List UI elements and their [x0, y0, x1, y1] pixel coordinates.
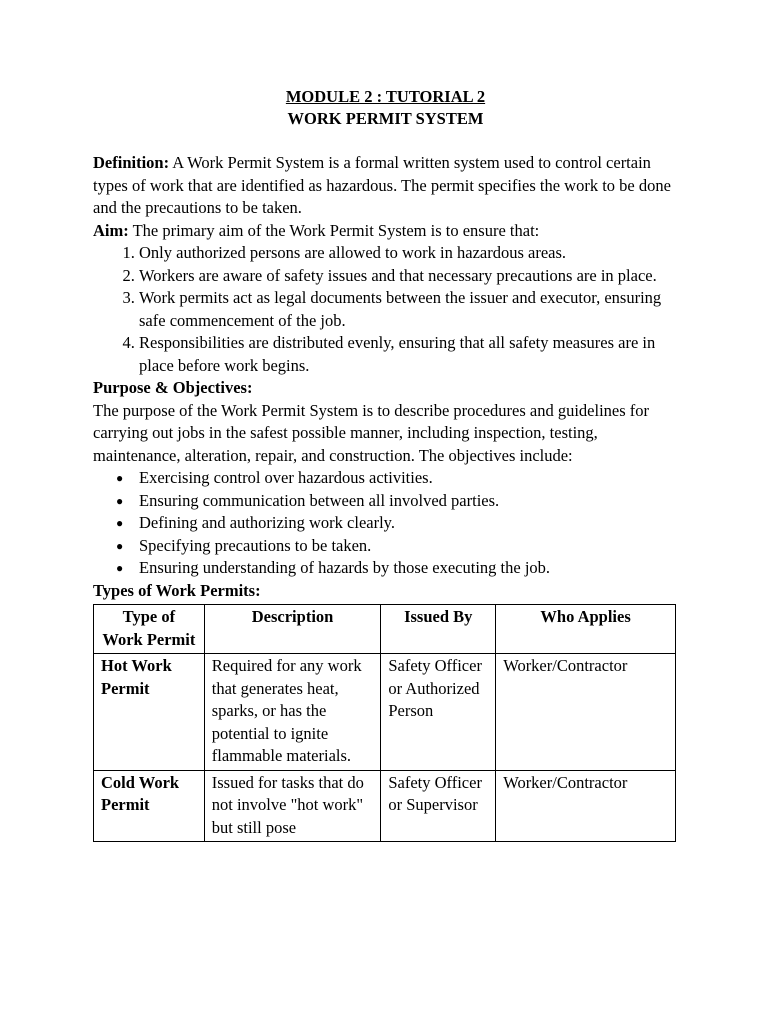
definition-text: A Work Permit System is a formal written system used to control certain types of work that are identified as hazardous. The permit specifies the work to be done and the precautions to be taken. — [93, 153, 671, 217]
table-header-row — [94, 605, 676, 654]
table-row — [94, 654, 676, 771]
page-title: WORK PERMIT SYSTEM — [287, 109, 484, 128]
aim-list — [93, 242, 678, 377]
purpose-paragraph: The purpose of the Work Permit System is to describe procedures and guidelines for carrying out jobs in the safest possible manner, including inspection, testing, maintenance, alteration, repair, and construction. The objectives include: — [93, 400, 650, 465]
purpose-heading: Purpose & Objectives: — [93, 378, 253, 397]
cell-type: Hot Work Permit — [94, 654, 205, 771]
objectives-list — [93, 467, 678, 580]
bullet-icon: ● — [116, 561, 124, 575]
aim-text: The primary aim of the Work Permit System is to ensure that: — [128, 220, 540, 240]
cell-issued-by: Safety Officer or Authorized Person — [381, 654, 496, 771]
list-item: 1. Only authorized persons are allowed to work in hazardous areas. — [139, 242, 678, 265]
definition-label: Definition: — [93, 153, 170, 172]
cell-who-applies: Worker/Contractor — [496, 770, 676, 842]
list-item: ● Specifying precautions to be taken. — [139, 535, 678, 558]
table-row — [94, 770, 676, 842]
list-item: ● Ensuring understanding of hazards by those executing the job. — [139, 557, 678, 580]
column-header-type: Type of Work Permit — [94, 605, 205, 654]
permit-types-table — [93, 604, 676, 842]
list-item: 2. Workers are aware of safety issues and that necessary precautions are in place. — [139, 265, 678, 288]
cell-description: Required for any work that generates heat, sparks, or has the potential to ignite flammable materials. — [204, 654, 381, 771]
bullet-icon: ● — [116, 538, 124, 553]
definition-paragraph — [93, 152, 678, 220]
bullet-icon: ● — [116, 516, 124, 530]
column-header-description: Description — [204, 605, 381, 654]
document-content — [93, 86, 678, 842]
list-item: ● Exercising control over hazardous activities. — [139, 467, 678, 490]
aim-label: Aim: — [93, 220, 129, 240]
cell-type: Cold Work Permit — [94, 770, 205, 842]
aim-paragraph — [93, 220, 678, 243]
types-heading: Types of Work Permits: — [93, 580, 261, 600]
list-item: ● Defining and authorizing work clearly. — [139, 512, 678, 535]
column-header-who-applies: Who Applies — [496, 605, 676, 654]
bullet-icon: ● — [116, 471, 124, 485]
cell-who-applies: Worker/Contractor — [496, 654, 676, 771]
module-title: MODULE 2 : TUTORIAL 2 — [285, 87, 486, 106]
cell-description: Issued for tasks that do not involve "hot work" but still pose — [204, 770, 381, 842]
list-item: ● Ensuring communication between all involved parties. — [139, 490, 678, 513]
column-header-issued-by: Issued By — [381, 605, 496, 654]
bullet-icon: ● — [116, 493, 124, 508]
cell-issued-by: Safety Officer or Supervisor — [381, 770, 496, 842]
list-item: 3. Work permits act as legal documents between the issuer and executor, ensuring safe commencement of the job. — [139, 287, 678, 332]
list-item: 4. Responsibilities are distributed evenly, ensuring that all safety measures are in place before work begins. — [139, 332, 678, 377]
